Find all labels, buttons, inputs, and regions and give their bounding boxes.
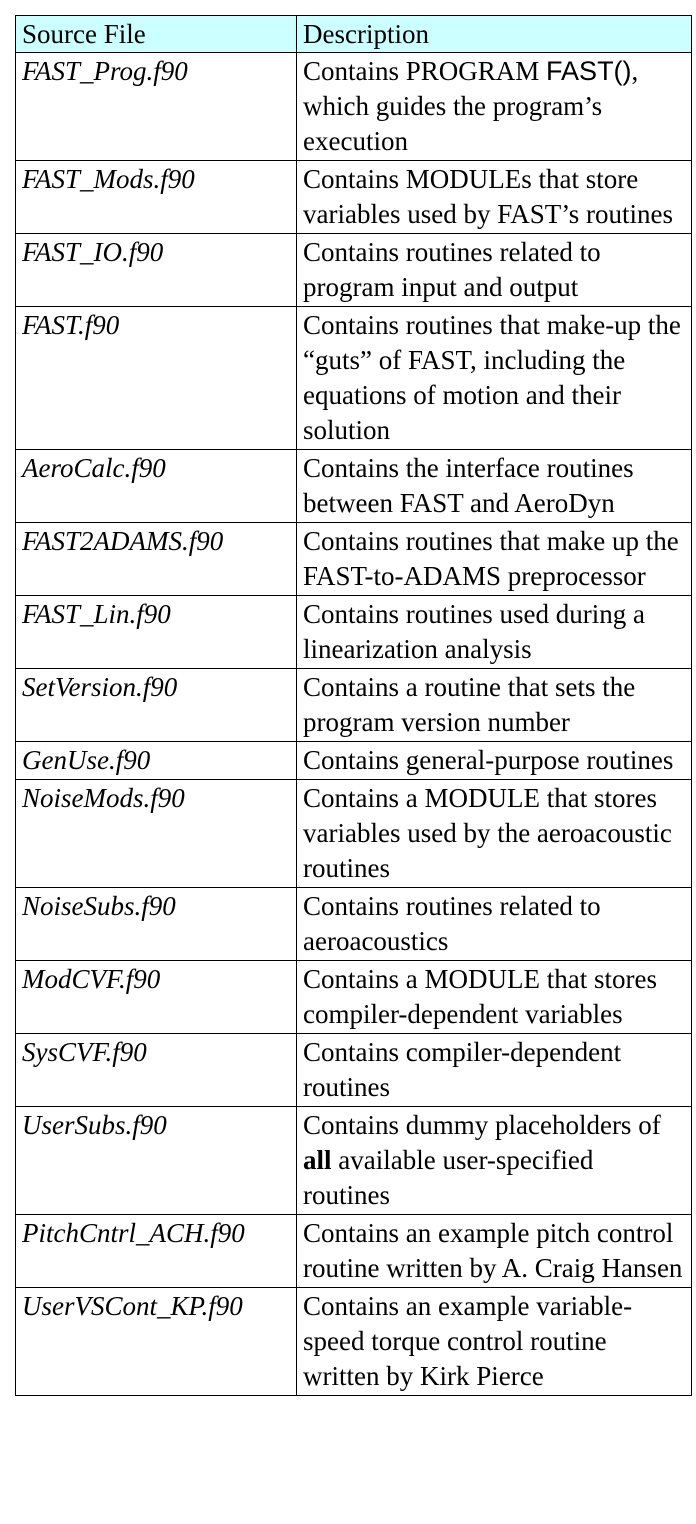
description-cell: Contains a routine that sets the program version number: [297, 669, 692, 742]
source-file-cell: UserVSCont_KP.f90: [16, 1288, 297, 1396]
source-file-cell: NoiseMods.f90: [16, 780, 297, 888]
table-row: [16, 742, 692, 780]
table-row: [16, 888, 692, 961]
description-cell: Contains routines that make-up the “guts” of FAST, including the equations of motion and their solution: [297, 307, 692, 450]
description-cell: Contains general-purpose routines: [297, 742, 692, 780]
table-row: [16, 669, 692, 742]
table-row: [16, 53, 692, 161]
table-row: [16, 523, 692, 596]
table-row: [16, 450, 692, 523]
header-description: Description: [297, 16, 692, 53]
emphasized-word: all: [303, 1145, 332, 1175]
source-file-cell: FAST_IO.f90: [16, 234, 297, 307]
source-file-cell: FAST.f90: [16, 307, 297, 450]
source-file-cell: ModCVF.f90: [16, 961, 297, 1034]
description-cell: Contains routines related to aeroacoustics: [297, 888, 692, 961]
source-file-cell: SetVersion.f90: [16, 669, 297, 742]
header-source-file: Source File: [16, 16, 297, 53]
description-cell: Contains an example pitch control routine written by A. Craig Hansen: [297, 1215, 692, 1288]
source-file-cell: FAST_Mods.f90: [16, 161, 297, 234]
table-row: [16, 596, 692, 669]
description-text: Contains PROGRAM: [303, 56, 547, 86]
table-row: [16, 961, 692, 1034]
description-cell: Contains routines that make up the FAST-to-ADAMS preprocessor: [297, 523, 692, 596]
description-cell: [297, 53, 692, 161]
description-cell: [297, 1107, 692, 1215]
table-row: [16, 1034, 692, 1107]
description-cell: Contains compiler-dependent routines: [297, 1034, 692, 1107]
table-row: [16, 1107, 692, 1215]
description-cell: Contains a MODULE that stores compiler-dependent variables: [297, 961, 692, 1034]
table-row: [16, 1288, 692, 1396]
program-name-code: FAST(): [546, 56, 632, 86]
table-row: [16, 161, 692, 234]
description-cell: Contains a MODULE that stores variables used by the aeroacoustic routines: [297, 780, 692, 888]
table-row: [16, 1215, 692, 1288]
description-text: available user-specified routines: [303, 1145, 594, 1210]
description-cell: Contains routines related to program input and output: [297, 234, 692, 307]
source-file-cell: FAST_Prog.f90: [16, 53, 297, 161]
source-file-cell: NoiseSubs.f90: [16, 888, 297, 961]
source-file-cell: PitchCntrl_ACH.f90: [16, 1215, 297, 1288]
source-file-cell: AeroCalc.f90: [16, 450, 297, 523]
source-file-cell: UserSubs.f90: [16, 1107, 297, 1215]
source-file-cell: FAST_Lin.f90: [16, 596, 297, 669]
source-files-table: [15, 15, 692, 1396]
description-cell: Contains an example variable-speed torque control routine written by Kirk Pierce: [297, 1288, 692, 1396]
description-text: , which guides the program’s execution: [303, 56, 639, 156]
description-cell: Contains MODULEs that store variables used by FAST’s routines: [297, 161, 692, 234]
source-file-cell: GenUse.f90: [16, 742, 297, 780]
source-file-cell: FAST2ADAMS.f90: [16, 523, 297, 596]
table-row: [16, 307, 692, 450]
description-text: Contains dummy placeholders of: [303, 1110, 661, 1140]
description-cell: Contains the interface routines between FAST and AeroDyn: [297, 450, 692, 523]
table-row: [16, 780, 692, 888]
table-row: [16, 234, 692, 307]
source-file-cell: SysCVF.f90: [16, 1034, 297, 1107]
table-header-row: [16, 16, 692, 53]
description-cell: Contains routines used during a linearization analysis: [297, 596, 692, 669]
